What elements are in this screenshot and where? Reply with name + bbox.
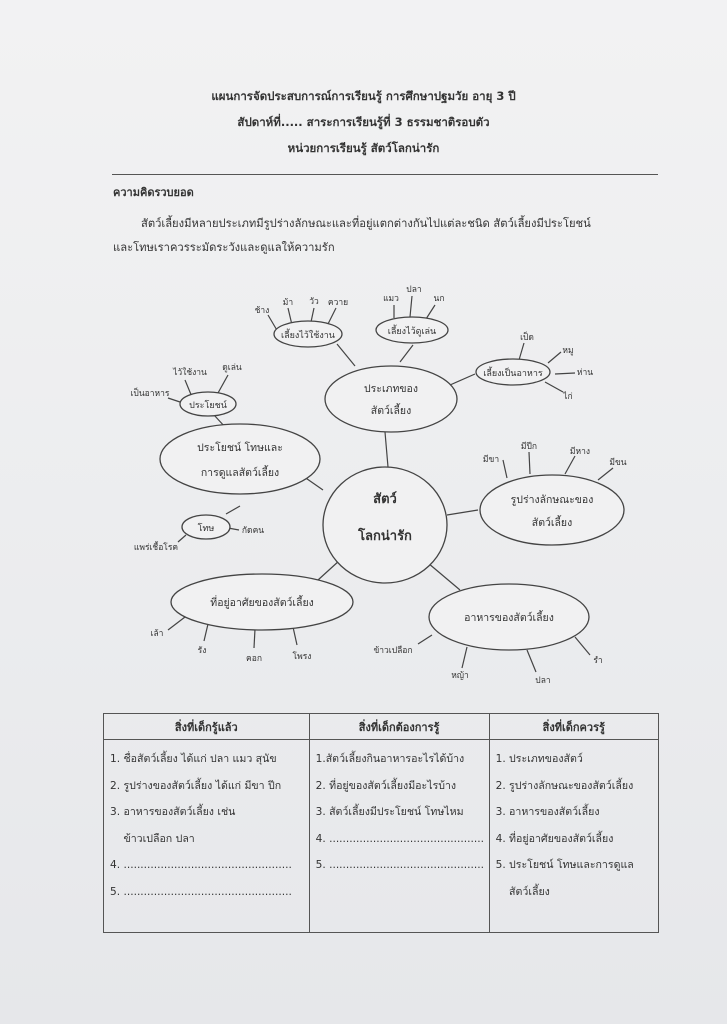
shape-label-2: สัตว์เลี้ยง bbox=[531, 517, 573, 529]
concept-heading: ความคิดรวบยอด bbox=[113, 186, 194, 199]
list-item: 3. อาหารของสัตว์เลี้ยง เช่น bbox=[110, 806, 236, 818]
food-sub-label: เลี้ยงเป็นอาหาร bbox=[483, 369, 543, 379]
leaf-label: ช้าง bbox=[254, 306, 270, 316]
leaf-label: ห่าน bbox=[576, 368, 594, 378]
concept-line-1: สัตว์เลี้ยงมีหลายประเภทมีรูปร่างลักษณะและที่อยู่แตกต่างกันไปแต่ละชนิด สัตว์เลี้ยงมีประโยชน์ bbox=[141, 217, 591, 230]
col-should bbox=[489, 740, 658, 933]
link-center-shape bbox=[447, 510, 478, 515]
center-node bbox=[323, 467, 447, 583]
leaf-label: ควาย bbox=[327, 298, 349, 308]
list-item: 1. ประเภทของสัตว์ bbox=[495, 753, 583, 765]
harm-sub-label: โทษ bbox=[197, 524, 215, 534]
leaf-label: หญ้า bbox=[451, 671, 469, 681]
link-benefit-harm bbox=[226, 506, 240, 514]
leaf-label: ข้าวเปลือก bbox=[373, 646, 413, 656]
leaf-label: ม้า bbox=[282, 298, 294, 308]
center-label-1: สัตว์ bbox=[373, 492, 397, 507]
leaf-label: โพรง bbox=[292, 652, 312, 662]
week-subject: สัปดาห์ที่..... สาระการเรียนรู้ที่ 3 ธรรมชาติรอบตัว bbox=[237, 115, 490, 129]
leaf-label: มีขา bbox=[482, 455, 500, 465]
link-center-types bbox=[385, 432, 388, 467]
shape-label-1: รูปร่างลักษณะของ bbox=[510, 494, 594, 506]
leaf-label: ปลา bbox=[406, 285, 422, 295]
habitat-label: ที่อยู่อาศัยของสัตว์เลี้ยง bbox=[210, 597, 314, 609]
list-item: ข้าวเปลือก ปลา bbox=[110, 832, 195, 845]
link-center-habitat bbox=[318, 560, 340, 580]
list-item: 3. สัตว์เลี้ยงมีประโยชน์ โทษไหม bbox=[315, 806, 464, 818]
list-item: 4. ที่อยู่อาศัยของสัตว์เลี้ยง bbox=[495, 832, 614, 845]
list-item: 4. .................................................. bbox=[110, 859, 292, 871]
header-know: สิ่งที่เด็กรู้แล้ว bbox=[104, 714, 310, 740]
header-want: สิ่งที่เด็กต้องการรู้ bbox=[309, 714, 489, 740]
types-label-2: สัตว์เลี้ยง bbox=[370, 405, 412, 417]
benefit-label-2: การดูแลสัตว์เลี้ยง bbox=[200, 467, 280, 479]
list-item: 5. .................................................. bbox=[110, 885, 292, 898]
link-center-food bbox=[428, 563, 460, 590]
leaf-label: เป็นอาหาร bbox=[130, 389, 170, 399]
list-item: 5. .............................................. bbox=[315, 859, 484, 871]
list-item: 1. ชื่อสัตว์เลี้ยง ได้แก่ ปลา แมว สุนัข bbox=[110, 753, 277, 765]
shape-node bbox=[480, 475, 624, 545]
benefit-label-1: ประโยชน์ โทษและ bbox=[197, 442, 283, 454]
leaf-label: กัดคน bbox=[241, 526, 265, 536]
list-item: 5. ประโยชน์ โทษและการดูแล bbox=[495, 859, 634, 871]
types-label-1: ประเภทของ bbox=[364, 383, 418, 395]
plan-title: แผนการจัดประสบการณ์การเรียนรู้ การศึกษาปฐมวัย อายุ 3 ปี bbox=[211, 89, 516, 103]
pet-sub-label: เลี้ยงไว้ดูเล่น bbox=[387, 327, 437, 337]
link-types-pet bbox=[400, 345, 413, 362]
col-want bbox=[309, 740, 489, 933]
leaf-label: ไก่ bbox=[563, 392, 573, 402]
concept-line-2: และโทษเราควรระมัดระวังและดูแลให้ความรัก bbox=[113, 241, 335, 254]
leaf-label: มีหาง bbox=[569, 447, 591, 457]
leaf-label: หมู bbox=[562, 346, 574, 356]
link-types-work bbox=[337, 344, 355, 366]
leaf-label: คอก bbox=[246, 654, 262, 664]
work-sub-label: เลี้ยงไว้ใช้งาน bbox=[281, 331, 335, 341]
col-know bbox=[104, 740, 310, 933]
link-types-food bbox=[450, 374, 475, 385]
leaf-label: ปลา bbox=[535, 676, 551, 686]
benefit-sub-label: ประโยชน์ bbox=[189, 401, 227, 411]
kwl-table bbox=[103, 713, 659, 933]
leaf-label: รัง bbox=[197, 646, 207, 656]
list-item: 3. อาหารของสัตว์เลี้ยง bbox=[495, 806, 600, 818]
leaf-label: แพร่เชื้อโรค bbox=[133, 543, 179, 553]
leaf-label: ดูเล่น bbox=[222, 363, 242, 373]
leaf-label: มีขน bbox=[609, 458, 627, 468]
leaf-label: รำ bbox=[593, 656, 603, 666]
leaf-label: มีปีก bbox=[520, 442, 538, 452]
benefit-node bbox=[160, 424, 320, 494]
leaf-label: เป็ด bbox=[520, 333, 534, 343]
list-item: สัตว์เลี้ยง bbox=[495, 885, 550, 898]
list-item: 4. .............................................. bbox=[315, 832, 484, 845]
list-item: 2. รูปร่างของสัตว์เลี้ยง ได้แก่ มีขา ปีก bbox=[110, 779, 282, 792]
types-node bbox=[325, 366, 457, 432]
list-item: 2. รูปร่างลักษณะของสัตว์เลี้ยง bbox=[495, 779, 634, 792]
list-item: 1.สัตว์เลี้ยงกินอาหารอะไรได้บ้าง bbox=[315, 753, 465, 765]
leaf-label: นก bbox=[433, 294, 445, 304]
leaf-label: แมว bbox=[383, 294, 399, 304]
food-label: อาหารของสัตว์เลี้ยง bbox=[464, 612, 554, 624]
leaf-label: ไว้ใช้งาน bbox=[173, 368, 207, 378]
unit-title: หน่วยการเรียนรู้ สัตว์โลกน่ารัก bbox=[287, 141, 440, 155]
header-should: สิ่งที่เด็กควรรู้ bbox=[489, 714, 658, 740]
list-item: 2. ที่อยู่ของสัตว์เลี้ยงมีอะไรบ้าง bbox=[315, 779, 457, 792]
leaf-label: เล้า bbox=[150, 629, 164, 639]
leaf-label: วัว bbox=[309, 297, 319, 307]
center-label-2: โลกน่ารัก bbox=[358, 529, 412, 544]
